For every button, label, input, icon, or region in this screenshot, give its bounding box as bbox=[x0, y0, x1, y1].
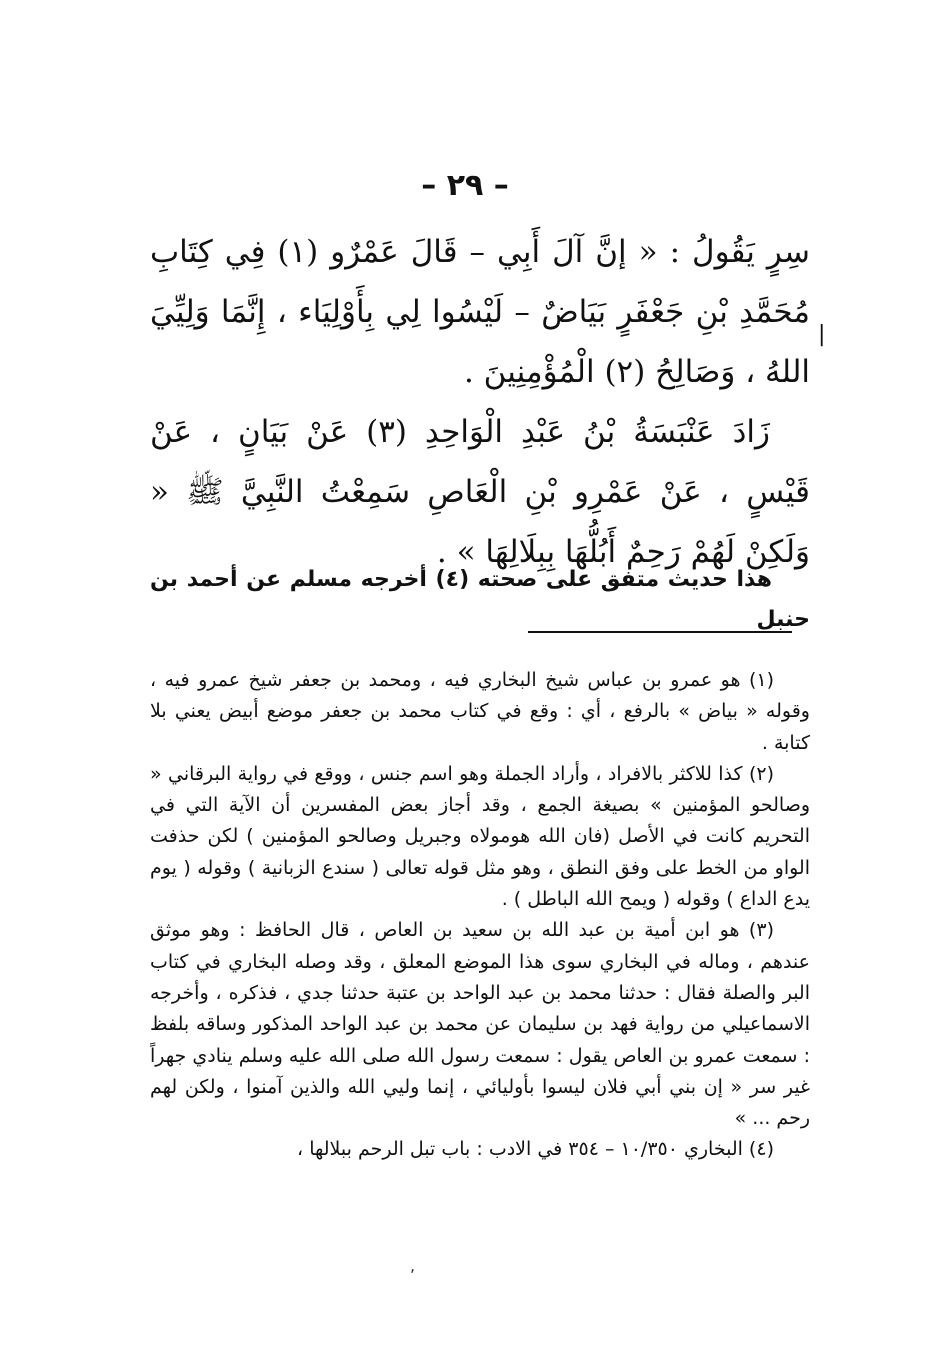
main-paragraph-1: سِرٍ يَقُولُ : « إنَّ آلَ أَبِي – قَالَ عَمْرٌو (١) فِي كِتَابِ مُحَمَّدِ بْنِ جَعْفَرٍ بَيَاضٌ – لَيْسُوا لِي بِأَوْلِيَاء ، إِنَّمَا وَلِيِّيَ اللهُ ، وَصَالِحُ (٢) الْمُؤْمِنِينَ . bbox=[150, 234, 810, 390]
footnote-3: (٣) هو ابن أمية بن عبد الله بن سعيد بن العاص ، قال الحافظ : وهو موثق عندهم ، وماله في البخاري سوى هذا الموضع المعلق ، وقد وصله البخاري في كتاب البر والصلة فقال : حدثنا محمد بن عبد الواحد بن عتبة حدثنا جدي ، فذكره ، وأخرجه الاسماعيلي من رواية فهد بن سليمان عن محمد بن عبد الواحد المذكور وساقه بلفظ : سمعت عمرو بن العاص يقول : سمعت رسول الله صلى الله عليه وسلم ينادي جهراً غير سر « إن بني أبي فلان ليسوا بأوليائي ، إنما وليي الله والذين آمنوا ، ولكن لهم رحم ... » bbox=[150, 919, 810, 1130]
footnote-divider bbox=[528, 631, 792, 633]
footnote-1: (١) هو عمرو بن عباس شيخ البخاري فيه ، ومحمد بن جعفر شيخ عمرو فيه ، وقوله « بياض » بالرفع ، أي : وقع في كتاب محمد بن جعفر موضع أبيض يعني بلا كتابة . bbox=[150, 669, 810, 754]
hadith-summary: هذا حديث متفق على صحته (٤) أخرجه مسلم عن أحمد بن حنبل bbox=[150, 567, 810, 632]
main-paragraph-2: زَادَ عَنْبَسَةُ بْنُ عَبْدِ الْوَاحِدِ (٣) عَنْ بَيَانٍ ، عَنْ قَيْسٍ ، عَنْ عَمْرِو بْنِ الْعَاصِ سَمِعْتُ النَّبِيَّ ﷺ « وَلَكِنْ لَهُمْ رَحِمٌ أَبُلُّهَا بِبِلَالِهَا » . bbox=[150, 414, 810, 570]
margin-mark: | bbox=[818, 322, 826, 347]
footnote-2: (٢) كذا للاكثر بالافراد ، وأراد الجملة وهو اسم جنس ، ووقع في رواية البرقاني « وصالحو المؤمنين » بصيغة الجمع ، وقد أجاز بعض المفسرين أن الآية التي في التحريم كانت في الأصل (فان الله هومولاه وجبريل وصالحو المؤمنين ) لكن حذفت الواو من الخط على وفق النطق ، وهو مثل قوله تعالى ( سندع الزبانية ) وقوله ( يوم يدع الداع ) وقوله ( ويمح الله الباطل ) . bbox=[150, 762, 810, 911]
page-number: – ٢٩ – bbox=[421, 168, 509, 203]
stray-ink-mark: , bbox=[410, 1256, 416, 1275]
footnotes bbox=[150, 665, 810, 1166]
main-text bbox=[150, 222, 810, 582]
footnote-4: (٤) البخاري ١٠/٣٥٠ – ٣٥٤ في الادب : باب تبل الرحم ببلالها ، bbox=[297, 1138, 774, 1161]
